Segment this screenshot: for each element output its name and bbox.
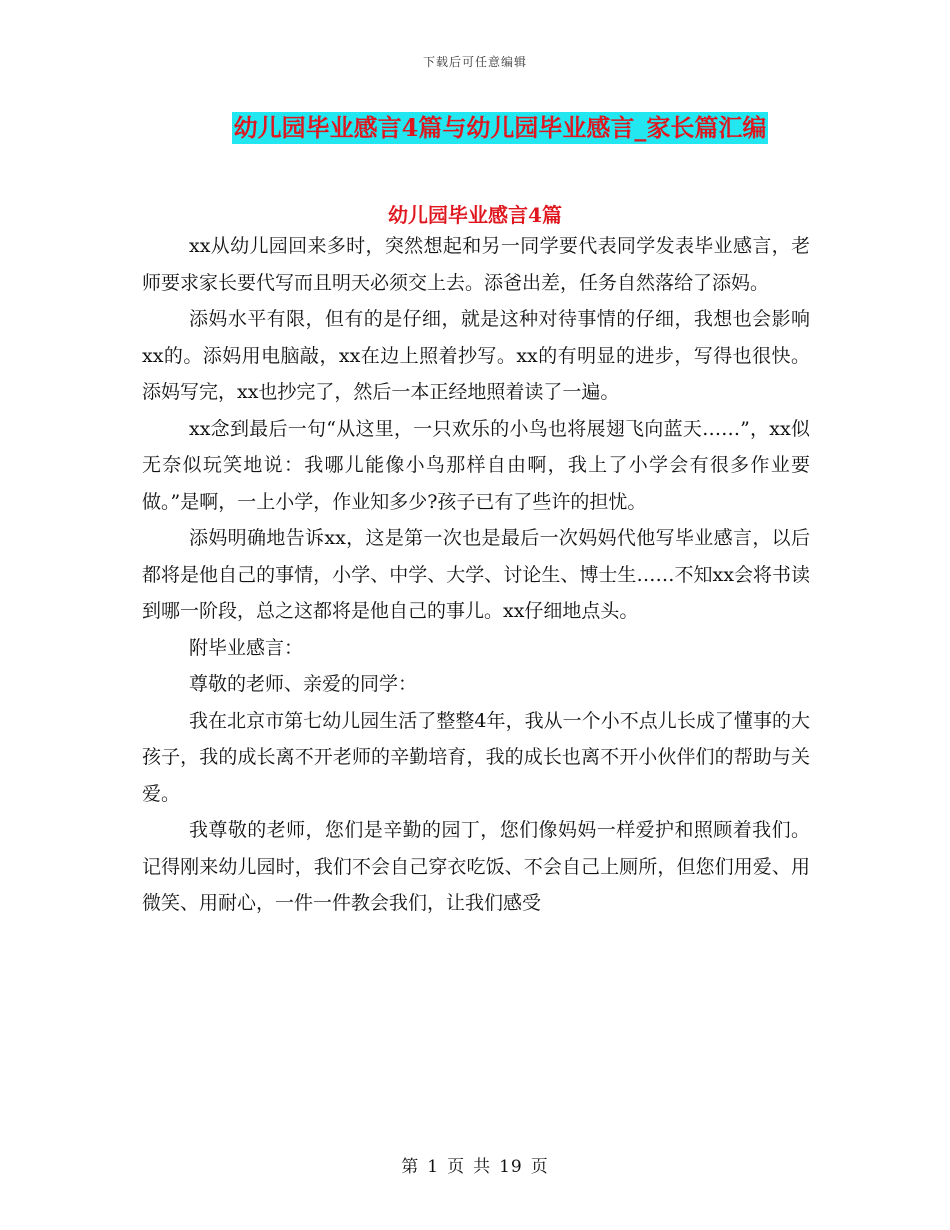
document-body: [142, 228, 810, 922]
section-title: 幼儿园毕业感言4篇: [388, 203, 562, 227]
paragraph: 添妈水平有限，但有的是仔细，就是这种对待事情的仔细，我想也会影响xx的。添妈用电脑敲，xx在边上照着抄写。xx的有明显的进步，写得也很快。添妈写完，xx也抄完了，然后一本正经地照着读了一遍。: [142, 308, 810, 403]
page-footer: [0, 1152, 950, 1177]
paragraph: 附毕业感言：: [189, 636, 304, 659]
paragraph: xx从幼儿园回来多时，突然想起和另一同学要代表同学发表毕业感言，老师要求家长要代写而且明天必须交上去。添爸出差，任务自然落给了添妈。: [142, 235, 810, 294]
paragraph: 添妈明确地告诉xx，这是第一次也是最后一次妈妈代他写毕业感言，以后都将是他自己的事情，小学、中学、大学、讨论生、博士生……不知xx会将书读到哪一阶段，总之这都将是他自己的事儿。xx仔细地点头。: [142, 527, 810, 622]
paragraph: 我在北京市第七幼儿园生活了整整4年，我从一个小不点儿长成了懂事的大孩子，我的成长离不开老师的辛勤培育，我的成长也离不开小伙伴们的帮助与关爱。: [142, 709, 810, 805]
footer-page-unit: 页: [447, 1157, 466, 1177]
footer-prefix: 第: [401, 1157, 420, 1177]
paragraph: 尊敬的老师、亲爱的同学：: [189, 673, 418, 695]
total-pages: 19: [499, 1157, 523, 1177]
header-note: 下载后可任意编辑: [422, 55, 527, 69]
footer-total-unit: 页: [530, 1157, 549, 1177]
page-number: 1: [427, 1157, 440, 1177]
footer-total-prefix: 共: [473, 1157, 492, 1177]
paragraph: 我尊敬的老师，您们是辛勤的园丁，您们像妈妈一样爱护和照顾着我们。记得刚来幼儿园时，我们不会自己穿衣吃饭、不会自己上厕所，但您们用爱、用微笑、用耐心，一件一件教会我们，让我们感受: [142, 819, 810, 914]
main-title-container: [0, 112, 950, 144]
main-title: 幼儿园毕业感言4篇与幼儿园毕业感言_家长篇汇编: [233, 113, 767, 142]
paragraph: xx念到最后一句“从这里，一只欢乐的小鸟也将展翅飞向蓝天……”，xx似无奈似玩笑地说：我哪儿能像小鸟那样自由啊，我上了小学会有很多作业要做。”是啊，一上小学，作业知多少?孩子已有了些许的担忧。: [142, 417, 810, 513]
